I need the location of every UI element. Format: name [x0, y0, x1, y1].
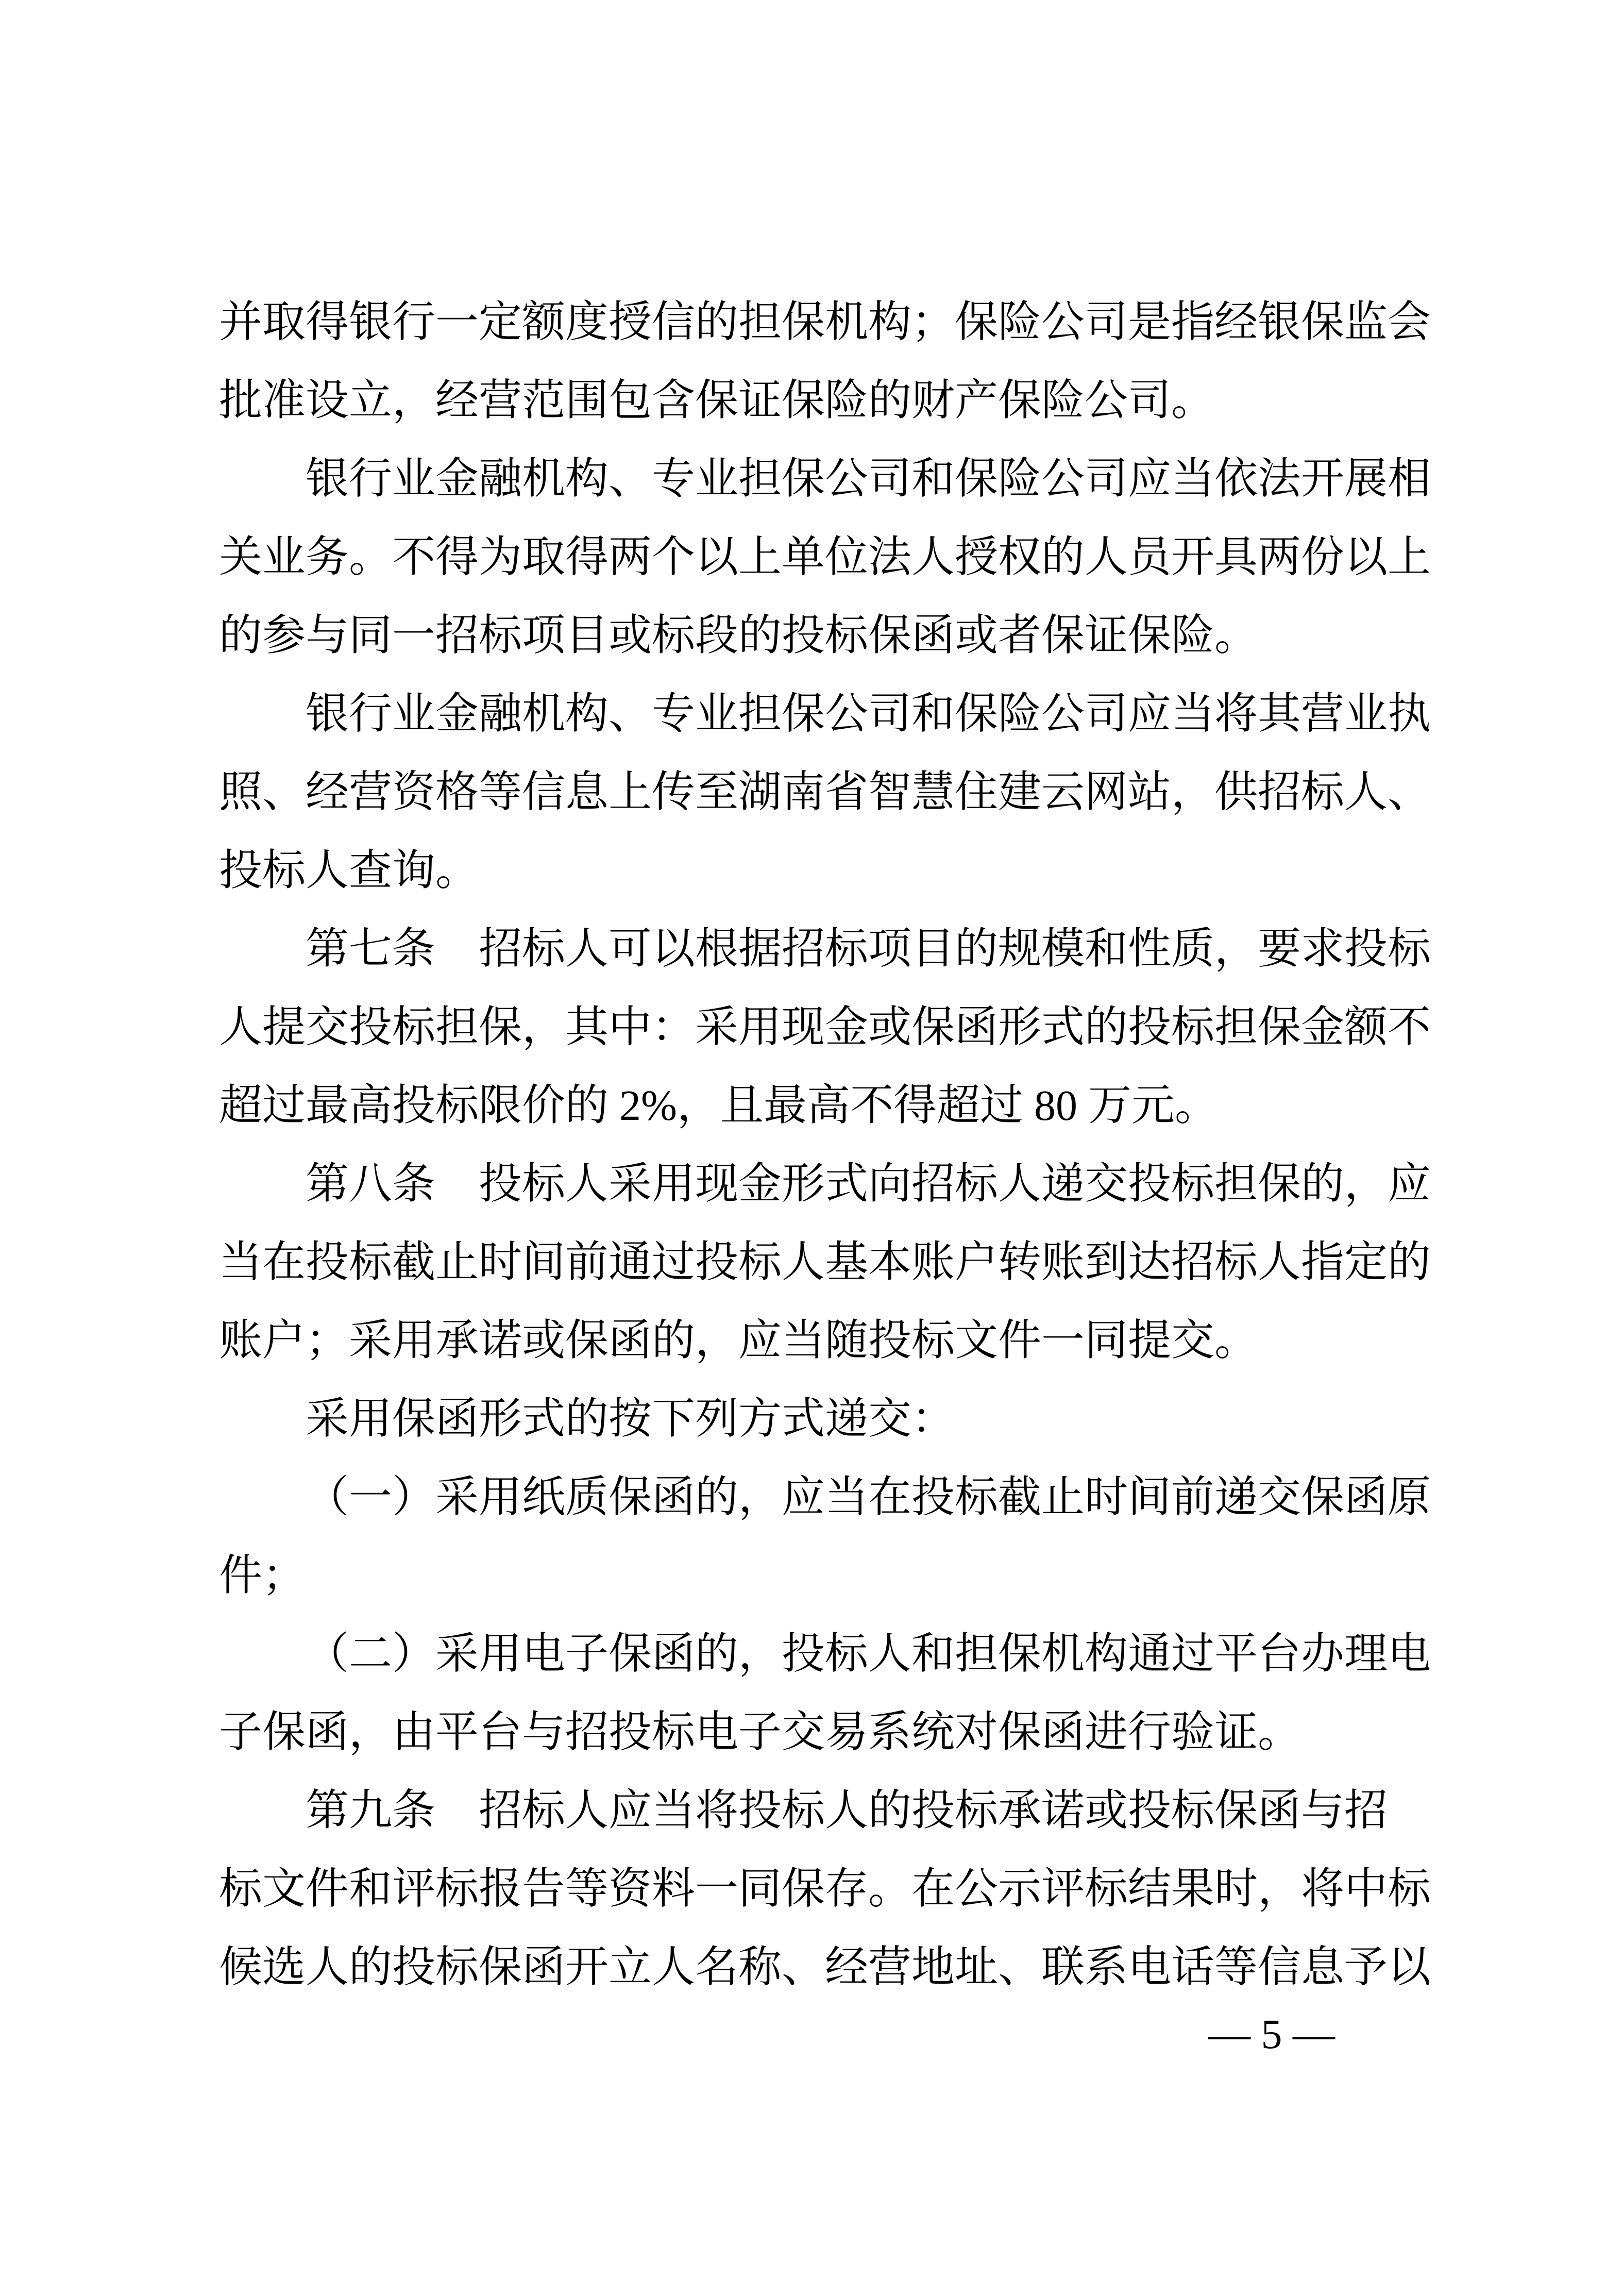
- text-line: 子保函，由平台与招投标电子交易系统对保函进行验证。: [219, 1708, 1301, 1756]
- text-line: （一）采用纸质保函的，应当在投标截止时间前递交保函原: [306, 1473, 1431, 1521]
- text-line: 批准设立，经营范围包含保证保险的财产保险公司。: [219, 377, 1215, 425]
- text-line: 超过最高投标限价的 2%，且最高不得超过 80 万元。: [219, 1082, 1218, 1130]
- text-line: 银行业金融机构、专业担保公司和保险公司应当将其营业执: [306, 690, 1431, 738]
- text-line: 采用保函形式的按下列方式递交：: [306, 1395, 955, 1443]
- text-line: 关业务。不得为取得两个以上单位法人授权的人员开具两份以上: [219, 533, 1431, 581]
- text-line: 第八条 投标人采用现金形式向招标人递交投标担保的，应: [306, 1160, 1431, 1208]
- text-line: （二）采用电子保函的，投标人和担保机构通过平台办理电: [306, 1630, 1431, 1678]
- text-line: 候选人的投标保函开立人名称、经营地址、联系电话等信息予以: [219, 1943, 1431, 1991]
- text-line: 第九条 招标人应当将投标人的投标承诺或投标保函与招: [306, 1787, 1388, 1835]
- text-line: 的参与同一招标项目或标段的投标保函或者保证保险。: [219, 612, 1258, 660]
- text-line: 当在投标截止时间前通过投标人基本账户转账到达招标人指定的: [219, 1238, 1431, 1286]
- text-line: 件；: [219, 1552, 306, 1600]
- text-line: 银行业金融机构、专业担保公司和保险公司应当依法开展相: [306, 455, 1431, 503]
- text-line: 投标人查询。: [219, 847, 479, 895]
- text-line: 标文件和评标报告等资料一同保存。在公示评标结果时，将中标: [219, 1865, 1431, 1913]
- text-line: 第七条 招标人可以根据招标项目的规模和性质，要求投标: [306, 925, 1431, 973]
- text-line: 并取得银行一定额度授信的担保机构；保险公司是指经银保监会: [219, 298, 1431, 346]
- text-line: 人提交投标担保，其中：采用现金或保函形式的投标担保金额不: [219, 1003, 1431, 1051]
- page-number: — 5 —: [1208, 2010, 1335, 2057]
- text-line: 账户；采用承诺或保函的，应当随投标文件一同提交。: [219, 1317, 1258, 1365]
- text-line: 照、经营资格等信息上传至湖南省智慧住建云网站，供招标人、: [219, 768, 1431, 816]
- text-block: [219, 283, 1438, 2007]
